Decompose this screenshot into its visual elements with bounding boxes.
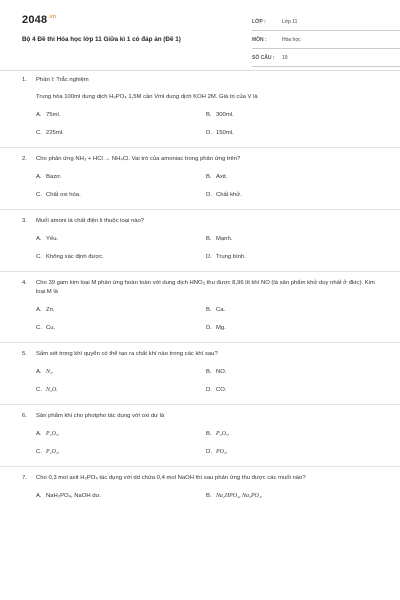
option-d[interactable]: D. Chất khử. [206,192,242,198]
question-6 [22,412,382,467]
question-divider [0,466,400,467]
question-divider [0,271,400,272]
question-divider [0,209,400,210]
option-b[interactable]: B. Ca. [206,307,226,313]
site-logo[interactable]: $2048^{.vn}$ [22,14,57,26]
meta-question-count: SỐ CÂU : 19 [252,52,400,67]
option-d[interactable]: D. Trung bình. [206,254,246,260]
option-d[interactable]: D. CO. [206,387,227,393]
option-a[interactable]: A. Yếu. [36,236,59,242]
option-a[interactable]: A. N₂. [36,369,54,375]
question-number: 6. [22,413,27,419]
option-a[interactable]: A. P₂O₃. [36,431,60,437]
option-c[interactable]: C. Không xác định được. [36,254,104,260]
option-c[interactable]: C. N₂O. [36,387,58,393]
option-d[interactable]: D. Mg. [206,325,226,331]
question-divider [0,147,400,148]
option-b[interactable]: B. NO. [206,369,227,375]
answer-options [36,491,382,501]
answer-options [36,305,382,333]
option-c[interactable]: C. P₂O₄. [36,449,60,455]
question-number: 1. [22,77,27,83]
answer-options [36,367,382,395]
exam-header [22,14,382,66]
option-b[interactable]: B. Axit. [206,174,228,180]
question-stem: Cho 0,3 mol axit H₃PO₄ tác dụng với dd chứa 0,4 mol NaOH thì sau phản ứng thu được các muối nào? [36,475,306,481]
question-1 [22,76,382,148]
meta-subject: MÔN : Hóa học [252,34,400,49]
answer-options [36,172,382,200]
option-d[interactable]: D. 150ml. [206,130,234,136]
option-c[interactable]: C. 225ml. [36,130,64,136]
question-stem: Sản phẩm khi cho photpho tác dụng với oxi dư là [36,413,165,419]
question-number: 4. [22,280,27,286]
question-divider [0,342,400,343]
option-a[interactable]: A. Bazơ. [36,174,62,180]
question-7 [22,474,382,501]
question-stem: Sấm sét trong khí quyển có thể tạo ra chất khí nào trong các khí sau? [36,351,218,357]
question-2 [22,155,382,210]
answer-options [36,429,382,457]
option-b[interactable]: B. Mạnh. [206,236,233,242]
option-b[interactable]: B. Na₂HPO₄, Na₃PO₄. [206,493,263,499]
meta-class: LỚP : Lớp 11 [252,16,400,31]
answer-options [36,234,382,262]
exam-title: Bộ 4 Đề thi Hóa học lớp 11 Giữa kì 1 có đáp án (Đề 1) [22,36,181,43]
answer-options [36,110,382,138]
option-a[interactable]: A. Zn. [36,307,55,313]
question-3 [22,217,382,272]
question-stem: Trung hòa 100ml dung dịch H₃PO₄ 1,5M cần Vml dung dịch KOH 2M. Giá trị của V là [36,94,258,100]
question-number: 7. [22,475,27,481]
question-stem: Cho phản ứng NH₃ + HCl → NH₄Cl. Vai trò của amoniac trong phản ứng trên? [36,156,241,162]
question-number: 3. [22,218,27,224]
option-b[interactable]: B. 300ml. [206,112,234,118]
question-number: 2. [22,156,27,162]
question-4 [22,279,382,343]
question-stem: Muối amoni là chất điện li thuộc loại nào? [36,218,145,224]
question-divider [0,404,400,405]
option-c[interactable]: C. Chất oxi hóa. [36,192,81,198]
section-label: Phần I: Trắc nghiệm [36,77,89,83]
question-number: 5. [22,351,27,357]
option-a[interactable]: A. NaH₂PO₄, NaOH dư. [36,493,102,499]
exam-meta [252,16,400,70]
option-d[interactable]: D. PO₄. [206,449,228,455]
option-a[interactable]: A. 75ml. [36,112,61,118]
option-b[interactable]: B. P₂O₅. [206,431,230,437]
question-list [22,76,382,508]
question-5 [22,350,382,405]
option-c[interactable]: C. Cu. [36,325,56,331]
question-stem: Cho 39 gam kim loại M phản ứng hoàn toàn với dung dịch HNO₃ thu được 8,96 lít khí NO (là sản phẩm khử duy nhất ở đktc). Kim loại M là [36,280,375,295]
header-divider [0,70,400,71]
